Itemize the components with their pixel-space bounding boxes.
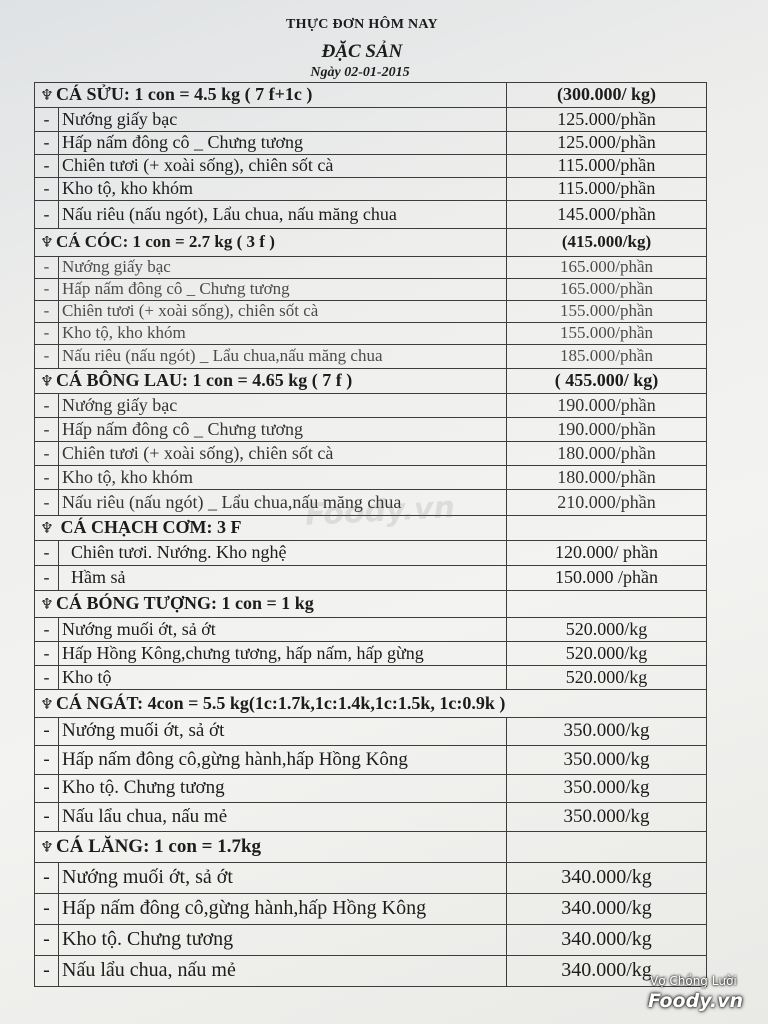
dish-price: 350.000/kg [507,746,707,775]
dish-name: Kho tộ. Chưng tương [59,775,507,803]
dish-price: 350.000/kg [507,803,707,832]
item-marker: - [35,956,59,987]
item-marker: - [35,718,59,746]
item-marker: - [35,257,59,279]
section-title: CÁ BÔNG LAU: 1 con = 4.65 kg ( 7 f ) [56,370,353,391]
item-marker: - [35,541,59,566]
section-header-row [35,690,707,718]
menu-item-row [35,618,707,642]
menu-item-row [35,108,707,132]
menu-item-row [35,301,707,323]
menu-item-row [35,666,707,690]
dish-name: Nấu riêu (nấu ngót) _ Lẩu chua,nấu măng chua [59,490,507,516]
section-price: (415.000/kg) [507,229,707,257]
menu-item-row [35,894,707,925]
dish-price: 115.000/phần [507,155,707,178]
section-price: ( 455.000/ kg) [507,369,707,394]
dish-name: Kho tộ, kho khóm [59,178,507,201]
dish-name: Nướng giấy bạc [59,108,507,132]
menu-item-row [35,746,707,775]
dish-price: 165.000/phần [507,257,707,279]
section-title: CÁ BÓNG TƯỢNG: 1 con = 1 kg [56,593,314,614]
dish-name: Nướng giấy bạc [59,257,507,279]
dish-name: Hấp nấm đông cô _ Chưng tương [59,132,507,155]
menu-item-row [35,863,707,894]
dish-name: Chiên tươi (+ xoài sống), chiên sốt cà [59,155,507,178]
dish-name: Kho tộ, kho khóm [59,466,507,490]
dish-name: Kho tộ, kho khóm [59,323,507,345]
item-marker: - [35,108,59,132]
dish-price: 350.000/kg [507,718,707,746]
section-title-cell [35,83,507,108]
section-header-row [35,83,707,108]
dish-price: 340.000/kg [507,894,707,925]
dish-name: Nấu lẩu chua, nấu mẻ [59,956,507,987]
section-header-row [35,591,707,618]
menu-item-row [35,803,707,832]
dish-price: 115.000/phần [507,178,707,201]
menu-item-row [35,345,707,369]
menu-table [34,82,707,987]
menu-item-row [35,178,707,201]
dish-price: 520.000/kg [507,642,707,666]
item-marker: - [35,642,59,666]
dish-name: Hầm sả [59,566,507,591]
dish-price: 190.000/phần [507,418,707,442]
item-marker: - [35,490,59,516]
section-title: CÁ LĂNG: 1 con = 1.7kg [56,835,262,857]
dish-name: Nấu lẩu chua, nấu mẻ [59,803,507,832]
dish-price: 125.000/phần [507,132,707,155]
ornament-icon: ♆ [40,694,54,713]
item-marker: - [35,442,59,466]
watermark-center: Foody.vn [304,490,456,533]
dish-price: 125.000/phần [507,108,707,132]
item-marker: - [35,894,59,925]
dish-name: Nướng muối ớt, sả ớt [59,718,507,746]
dish-price: 155.000/phần [507,301,707,323]
dish-name: Nấu riêu (nấu ngót) _ Lẩu chua,nấu măng chua [59,345,507,369]
dish-price: 120.000/ phần [507,541,707,566]
section-price: (300.000/ kg) [507,83,707,108]
dish-name: Kho tộ [59,666,507,690]
item-marker: - [35,666,59,690]
dish-name: Nướng muối ớt, sả ớt [59,863,507,894]
dish-price: 180.000/phần [507,466,707,490]
dish-name: Hấp nấm đông cô _ Chưng tương [59,418,507,442]
dish-price: 520.000/kg [507,618,707,642]
ornament-icon: ♆ [40,86,54,105]
item-marker: - [35,618,59,642]
menu-item-row [35,442,707,466]
item-marker: - [35,279,59,301]
ornament-icon: ♆ [40,519,54,538]
menu-item-row [35,775,707,803]
watermark-logo: Foody.vn [648,990,743,1012]
dish-price: 150.000 /phần [507,566,707,591]
section-title: CÁ CÓC: 1 con = 2.7 kg ( 3 f ) [56,232,275,252]
menu-item-row [35,155,707,178]
item-marker: - [35,418,59,442]
section-title: CÁ SỬU: 1 con = 4.5 kg ( 7 f+1c ) [56,84,313,105]
item-marker: - [35,301,59,323]
section-header-row [35,229,707,257]
section-title-cell [35,369,507,394]
item-marker: - [35,394,59,418]
item-marker: - [35,132,59,155]
dish-name: Chiên tươi (+ xoài sống), chiên sốt cà [59,301,507,323]
menu-item-row [35,541,707,566]
section-title-cell [35,229,507,257]
dish-price: 340.000/kg [507,863,707,894]
menu-item-row [35,418,707,442]
dish-name: Kho tộ. Chưng tương [59,925,507,956]
dish-price: 190.000/phần [507,394,707,418]
section-title-cell [35,690,707,718]
dish-price: 180.000/phần [507,442,707,466]
menu-table-body [35,83,707,987]
section-title: CÁ CHẠCH CƠM: 3 F [56,517,242,538]
menu-item-row [35,466,707,490]
item-marker: - [35,746,59,775]
section-title-cell [35,591,507,618]
menu-item-row [35,566,707,591]
dish-name: Chiên tươi (+ xoài sống), chiên sốt cà [59,442,507,466]
dish-price: 185.000/phần [507,345,707,369]
watermark-credit: Vợ Chồng Lười [650,974,737,988]
item-marker: - [35,201,59,229]
menu-subtitle: ĐẶC SẢN [321,41,403,62]
menu-item-row [35,394,707,418]
menu-item-row [35,201,707,229]
item-marker: - [35,466,59,490]
section-title-cell [35,832,507,863]
menu-item-row [35,257,707,279]
section-header-row [35,369,707,394]
section-title: CÁ NGÁT: 4con = 5.5 kg(1c:1.7k,1c:1.4k,1c:1.5k, 1c:0.9k ) [56,692,506,713]
item-marker: - [35,323,59,345]
dish-price: 340.000/kg [507,956,707,987]
dish-name: Hấp nấm đông cô,gừng hành,hấp Hồng Kông [59,746,507,775]
menu-item-row [35,956,707,987]
item-marker: - [35,775,59,803]
menu-title: THỰC ĐƠN HÔM NAY [286,17,438,32]
ornament-icon: ♆ [40,372,54,391]
item-marker: - [35,863,59,894]
section-price [507,832,707,863]
dish-price: 350.000/kg [507,775,707,803]
dish-name: Nướng muối ớt, sả ớt [59,618,507,642]
dish-price: 210.000/phần [507,490,707,516]
item-marker: - [35,345,59,369]
ornament-icon: ♆ [40,837,54,856]
dish-name: Chiên tươi. Nướng. Kho nghệ [59,541,507,566]
dish-price: 155.000/phần [507,323,707,345]
dish-price: 145.000/phần [507,201,707,229]
ornament-icon: ♆ [40,233,54,252]
item-marker: - [35,925,59,956]
menu-item-row [35,718,707,746]
section-price [507,516,707,541]
dish-name: Hấp Hồng Kông,chưng tương, hấp nấm, hấp gừng [59,642,507,666]
dish-price: 165.000/phần [507,279,707,301]
menu-item-row [35,642,707,666]
menu-item-row [35,132,707,155]
item-marker: - [35,803,59,832]
dish-name: Nấu riêu (nấu ngót), Lẩu chua, nấu măng chua [59,201,507,229]
dish-name: Hấp nấm đông cô,gừng hành,hấp Hồng Kông [59,894,507,925]
item-marker: - [35,178,59,201]
section-header-row [35,832,707,863]
section-price [507,591,707,618]
dish-name: Nướng giấy bạc [59,394,507,418]
item-marker: - [35,566,59,591]
ornament-icon: ♆ [40,595,54,614]
menu-item-row [35,279,707,301]
dish-price: 520.000/kg [507,666,707,690]
menu-item-row [35,925,707,956]
menu-date: Ngày 02-01-2015 [310,65,410,80]
dish-price: 340.000/kg [507,925,707,956]
item-marker: - [35,155,59,178]
dish-name: Hấp nấm đông cô _ Chưng tương [59,279,507,301]
menu-item-row [35,323,707,345]
